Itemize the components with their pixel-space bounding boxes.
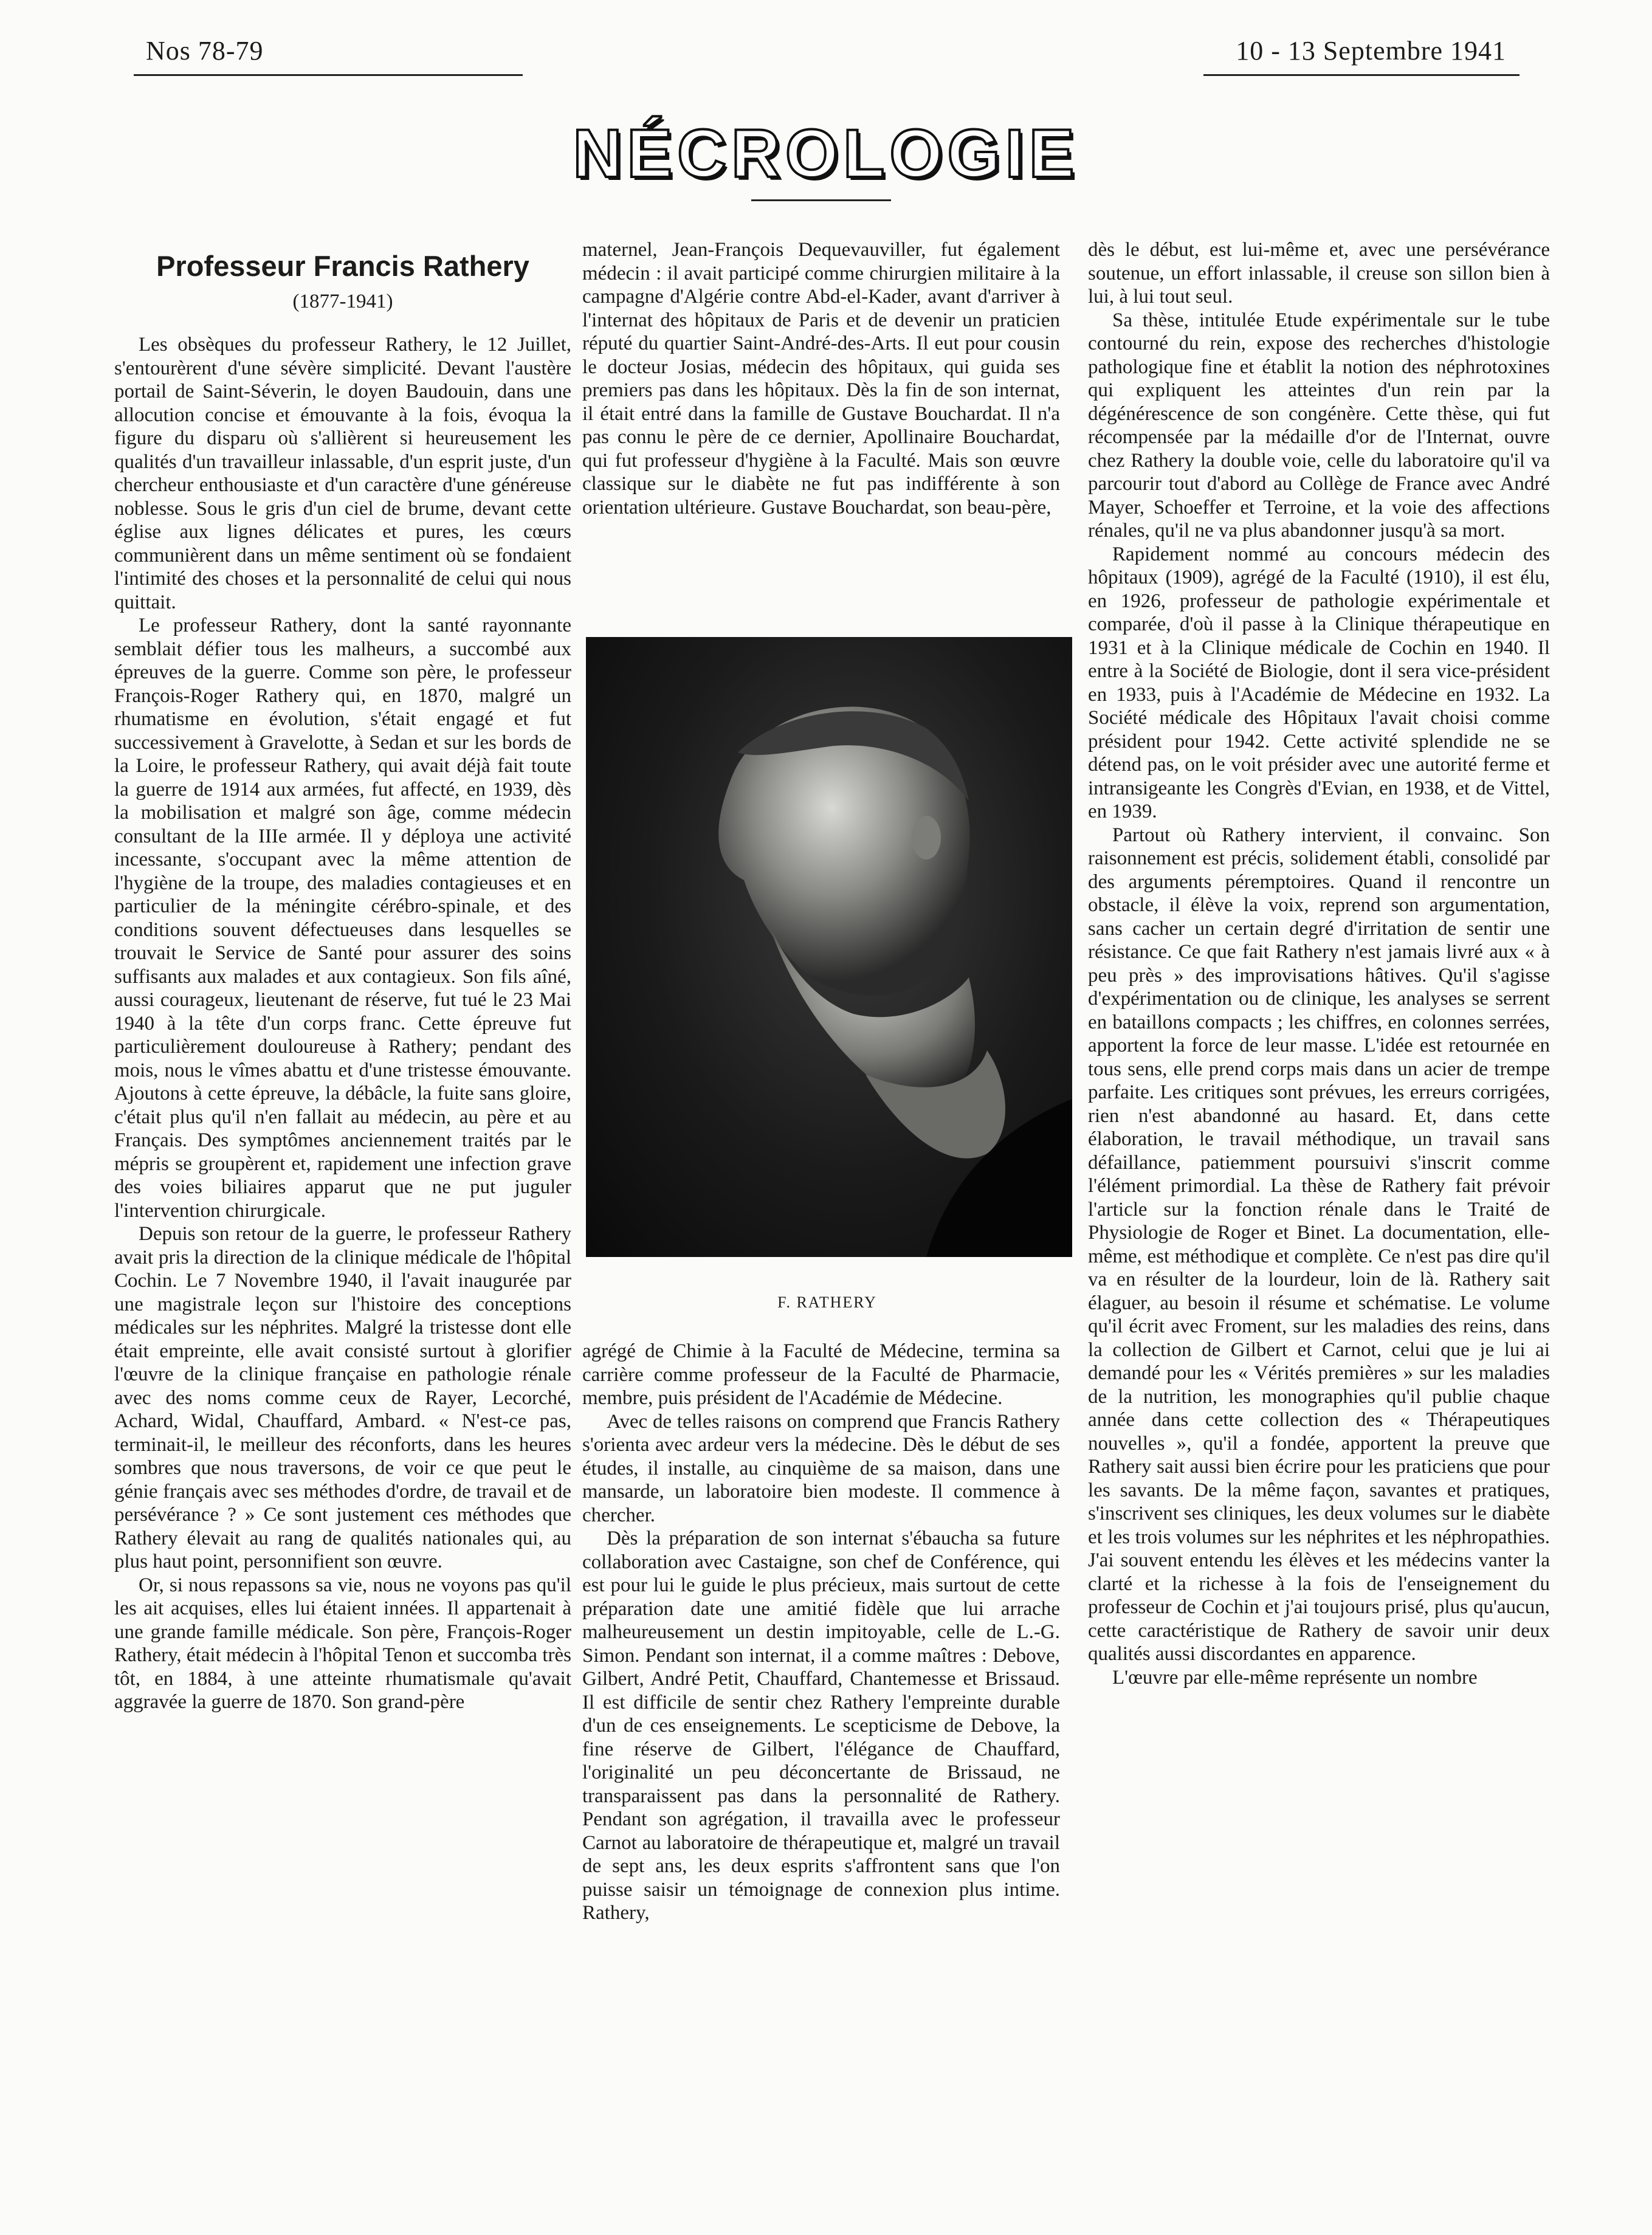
column-3: [1088, 238, 1550, 1689]
portrait-photo: [586, 637, 1072, 1257]
header-rule-left: [134, 74, 523, 76]
header-rule-right: [1203, 74, 1519, 76]
paragraph: L'œuvre par elle-même représente un nombre: [1112, 1666, 1478, 1689]
section-title-rule: [751, 199, 891, 201]
section-title: NÉCROLOGIE: [573, 115, 1079, 191]
paragraph: Rapidement nommé au concours médecin des hôpitaux (1909), agrégé de la Faculté (1910), il est élu, en 1926, professeur de pathologie expérimentale et comparée, d'où il passe à la Clinique thérapeutique en 1931 et à la Clinique médicale de Cochin en 1940. Il entre à la Société de Biologie, dont il sera vice-président en 1933, puis à l'Académie de Médecine en 1932. La Société médicale des Hôpitaux l'avait choisi comme président pour 1942. Cette activité splendide ne se détend pas, on le voit présider avec une autorité ferme et intransigeante les Congrès d'Evian, en 1938, et de Vittel, en 1939.: [1088, 543, 1550, 822]
article-title: Professeur Francis Rathery: [156, 250, 529, 282]
issue-number: Nos 78-79: [146, 36, 264, 66]
article-dates: (1877-1941): [292, 291, 393, 312]
paragraph: dès le début, est lui-même et, avec une persévérance soutenue, un effort inlassable, il creuse son sillon bien à lui, à lui tout seul.: [1088, 239, 1550, 308]
paragraph: Partout où Rathery intervient, il convainc. Son raisonnement est précis, solidement établi, consolidé par des arguments péremptoires. Quand il rencontre un obstacle, il élève la voix, reprend son argumentation, sans cacher un certain degré d'irritation de sentir une résistance. Ce que fait Rathery n'est jamais livré aux « à peu près » des improvisations hâtives. Qu'il s'agisse d'expérimentation ou de clinique, les analyses se serrent en bataillons compacts ; les chiffres, en colonnes serrées, apportent la force de leur masse. L'idée est retournée en tous sens, elle prend corps mais dans un acier de trempe parfaite. Les critiques sont prévues, les erreurs corrigées, rien n'est abandonné au hasard. Et, dans cette élaboration, le travail méthodique, un travail sans défaillance, patiemment poursuivi s'inscrit comme l'élément primordial. La thèse de Rathery fait prévoir l'article sur la fonction rénale dans le Traité de Physiologie de Roger et Binet. La documentation, elle-même, est méthodique et complète. Ce n'est pas dire qu'il va en résulter de la lourdeur, loin de là. Rathery sait élaguer, au besoin il résume et schématise. Le volume qu'il écrit avec Froment, sur les maladies des reins, dans la collection de Gilbert et Carnot, celui que je lui ai demandé pour les « Vérités premières » sur les maladies de la nutrition, les monographies qu'il publie chaque année dans cette collection des « Thérapeutiques nouvelles », qu'il a fondée, apportent la preuve que Rathery sait aussi bien écrire pour les praticiens que pour les savants. De la même façon, savantes et pratiques, s'inscrivent ses cliniques, les deux volumes sur le diabète et les trois volumes sur les néphrites et les néphropathies. J'ai souvent entendu les élèves et les médecins vanter la clarté et la richesse à la fois de l'enseignement du professeur de Cochin et j'ai toujours prisé, plus qu'aucun, cette caractéristique de Rathery de savoir unir deux qualités aussi discordantes en apparence.: [1088, 824, 1550, 1665]
portrait-silhouette: [586, 637, 1072, 1257]
column-2-bottom: [582, 1340, 1060, 1925]
paragraph: Depuis son retour de la guerre, le professeur Rathery avait pris la direction de la clinique médicale de l'hôpital Cochin. Le 7 Novembre 1940, il l'avait inaugurée par une magistrale leçon sur l'histoire des conceptions médicales sur les néphrites. Malgré la tristesse dont elle était empreinte, elle avait consisté surtout à glorifier l'œuvre de la clinique française en pathologie rénale avec des noms comme ceux de Rayer, Lecorché, Achard, Widal, Chauffard, Ambard. « N'est-ce pas, terminait-il, le meilleur des réconforts, dans les heures sombres que nous traversons, de voir ce que peut le génie français avec ses méthodes d'ordre, de travail et de persévérance ? » Ce sont justement ces méthodes que Rathery élevait au rang de qualités nationales qui, au plus haut point, personnifient son œuvre.: [114, 1223, 571, 1572]
column-1: [114, 333, 571, 1714]
paragraph: Dès la préparation de son internat s'ébaucha sa future collaboration avec Castaigne, son chef de Conférence, qui est pour lui le guide le plus précieux, mais surtout de cette préparation date une amitié fidèle que lui arrache malheureusement un destin impitoyable, celle de L.-G. Simon. Pendant son internat, il a comme maîtres : Debove, Gilbert, André Petit, Chauffard, Chantemesse et Brissaud. Il est difficile de sentir chez Rathery l'empreinte durable d'un de ces enseignements. Le scepticisme de Debove, la fine réserve de Gilbert, l'élégance de Chauffard, l'originalité un peu déconcertante de Brissaud, ne transparaissent pas dans la personnalité de Rathery. Pendant son agrégation, il travailla avec le professeur Carnot au laboratoire de thérapeutique et, malgré un travail de sept ans, les deux esprits s'affrontent sans que l'on puisse saisir un témoignage de connexion plus intime. Rathery,: [582, 1527, 1060, 1924]
paragraph: Le professeur Rathery, dont la santé rayonnante semblait défier tous les malheurs, a succombé aux épreuves de la guerre. Comme son père, le professeur François-Roger Rathery qui, en 1870, malgré un rhumatisme en évolution, s'était engagé et fut successivement à Gravelotte, à Sedan et sur les bords de la Loire, le professeur Rathery, qui avait déjà fait toute la guerre de 1914 aux armées, fut affecté, en 1939, dès la mobilisation et malgré son âge, comme médecin consultant de la IIIe armée. Il y déploya une activité incessante, s'occupant avec la même attention de l'hygiène de la troupe, des maladies contagieuses et en particulier de la méningite cérébro-spinale, et des conditions souvent défectueuses dans lesquelles se trouvait le Service de Santé pour assurer des soins suffisants aux malades et aux contagieux. Son fils aîné, aussi courageux, lieutenant de réserve, fut tué le 23 Mai 1940 à la tête d'un corps franc. Cette épreuve fut particulièrement douloureuse à Rathery; pendant des mois, nous le vîmes abattu et d'une tristesse émouvante. Ajoutons à cette épreuve, la débâcle, la fuite sans gloire, c'était plus qu'il n'en fallait au médecin, au père et au Français. Des symptômes anciennement traités par le mépris se groupèrent et, rapidement une infection grave des voies biliaires apparut que ne put juguler l'intervention chirurgicale.: [114, 615, 571, 1222]
paragraph: maternel, Jean-François Dequevauviller, fut également médecin : il avait participé comme chirurgien militaire à la campagne d'Algérie contre Abd-el-Kader, avant d'arriver à l'internat des hôpitaux de Paris et de devenir un praticien réputé du quartier Saint-André-des-Arts. Il eut pour cousin le docteur Josias, médecin des hôpitaux, qui guida ses premiers pas dans les hôpitaux. Dès la fin de son internat, il était entré dans la famille de Gustave Bouchardat. Il n'a pas connu le père de ce dernier, Apollinaire Bouchardat, qui fut professeur d'hygiène à la Faculté. Mais son œuvre classique sur le diabète ne fut pas indifférente à son orientation ultérieure. Gustave Bouchardat, son beau-père,: [582, 239, 1060, 518]
paragraph: Les obsèques du professeur Rathery, le 12 Juillet, s'entourèrent d'une sévère simplicité. Devant l'austère portail de Saint-Séverin, le doyen Baudouin, dans une allocution concise et émouvante à la fois, évoqua la figure du disparu où s'allièrent si heureusement les qualités d'un travailleur inlassable, d'un esprit juste, d'un chercheur enthousiaste et d'un caractère d'une généreuse noblesse. Sous le gris d'un ciel de brume, devant cette église aux lignes délicates et pures, les cœurs communièrent dans un même sentiment où se fondaient l'intimité des choses et la personnalité de celui qui nous quittait.: [114, 334, 571, 613]
photo-caption: F. RATHERY: [777, 1293, 877, 1311]
column-2-top: [582, 238, 1060, 519]
issue-date: 10 - 13 Septembre 1941: [1236, 36, 1506, 66]
paragraph: Sa thèse, intitulée Etude expérimentale sur le tube contourné du rein, expose des recherches d'histologie pathologique fine et établit la notion des néphrotoxines qui expliquent les atteintes d'un rein par la dégénérescence de son congénère. Cette thèse, qui fut récompensée par la médaille d'or de l'Internat, ouvre chez Rathery la double voie, celle du laboratoire qu'il va parcourir tout d'abord au Collège de France avec André Mayer, Schoeffer et Terroine, et la voie des affections rénales, qu'il ne va plus abandonner jusqu'à sa mort.: [1088, 309, 1550, 542]
paragraph: Avec de telles raisons on comprend que Francis Rathery s'orienta avec ardeur vers la médecine. Dès le début de ses études, il installe, au cinquième de sa maison, dans une mansarde, un laboratoire bien modeste. Il commence à chercher.: [582, 1410, 1060, 1526]
paragraph: agrégé de Chimie à la Faculté de Médecine, termina sa carrière comme professeur de la Faculté de Pharmacie, membre, puis président de l'Académie de Médecine.: [582, 1340, 1060, 1409]
paragraph: Or, si nous repassons sa vie, nous ne voyons pas qu'il les ait acquises, elles lui étaient innées. Il appartenait à une grande famille médicale. Son père, François-Roger Rathery, était médecin à l'hôpital Tenon et succomba très tôt, en 1884, à une atteinte rhumatismale qu'avait aggravée la guerre de 1870. Son grand-père: [114, 1574, 571, 1713]
